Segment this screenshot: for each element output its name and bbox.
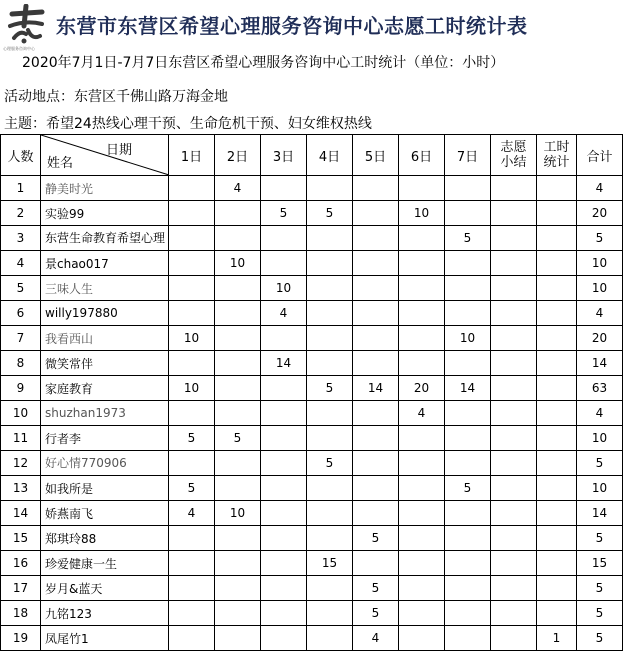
day-5-hours (353, 301, 399, 326)
total-hours: 20 (577, 201, 623, 226)
day-4-hours (307, 401, 353, 426)
table-row (1, 326, 623, 351)
day-4-hours (307, 526, 353, 551)
day-6-hours (399, 501, 445, 526)
day-2-hours: 10 (215, 251, 261, 276)
day-7-hours (445, 301, 491, 326)
theme-text: 主题：希望24热线心理干预、生命危机干预、妇女维权热线 (4, 116, 372, 132)
row-number: 1 (1, 176, 41, 201)
day-6-hours (399, 426, 445, 451)
table-row (1, 551, 623, 576)
row-number: 7 (1, 326, 41, 351)
summary-cell (491, 551, 537, 576)
row-number: 11 (1, 426, 41, 451)
day-3-hours (261, 226, 307, 251)
day-3-hours (261, 251, 307, 276)
stat-cell (537, 201, 577, 226)
volunteer-name: 行者李 (41, 426, 169, 451)
day-1-hours (169, 601, 215, 626)
day-3-hours (261, 401, 307, 426)
day-3-hours (261, 426, 307, 451)
day-1-hours (169, 276, 215, 301)
table-row (1, 451, 623, 476)
day-4-hours (307, 626, 353, 651)
day-4-hours (307, 501, 353, 526)
day-5-hours (353, 476, 399, 501)
day-7-hours (445, 251, 491, 276)
table-row (1, 426, 623, 451)
day-4-hours: 5 (307, 451, 353, 476)
volunteer-name: 凤尾竹1 (41, 626, 169, 651)
stat-cell (537, 276, 577, 301)
day-3-hours: 14 (261, 351, 307, 376)
day-3-hours (261, 601, 307, 626)
header-day-2: 2日 (215, 135, 261, 176)
day-2-hours: 10 (215, 501, 261, 526)
header-name: 姓名 (47, 156, 74, 171)
header-summary (491, 135, 537, 176)
row-number: 8 (1, 351, 41, 376)
day-2-hours (215, 601, 261, 626)
day-1-hours: 10 (169, 376, 215, 401)
day-1-hours (169, 551, 215, 576)
day-6-hours (399, 526, 445, 551)
stat-cell (537, 351, 577, 376)
day-6-hours (399, 626, 445, 651)
table-row (1, 576, 623, 601)
summary-cell (491, 201, 537, 226)
day-1-hours: 4 (169, 501, 215, 526)
day-6-hours: 4 (399, 401, 445, 426)
day-6-hours (399, 326, 445, 351)
volunteer-name: 好心情770906 (41, 451, 169, 476)
day-5-hours: 4 (353, 626, 399, 651)
summary-cell (491, 276, 537, 301)
day-7-hours (445, 451, 491, 476)
day-4-hours (307, 426, 353, 451)
row-number: 18 (1, 601, 41, 626)
day-7-hours (445, 426, 491, 451)
day-3-hours: 4 (261, 301, 307, 326)
header-day-3: 3日 (261, 135, 307, 176)
day-5-hours: 5 (353, 526, 399, 551)
volunteer-name: 如我所是 (41, 476, 169, 501)
day-4-hours (307, 226, 353, 251)
day-5-hours (353, 201, 399, 226)
header-day-7: 7日 (445, 135, 491, 176)
total-hours: 10 (577, 276, 623, 301)
day-3-hours: 5 (261, 201, 307, 226)
summary-cell (491, 326, 537, 351)
volunteer-name: 静美时光 (41, 176, 169, 201)
volunteer-name: 珍爱健康一生 (41, 551, 169, 576)
day-3-hours (261, 451, 307, 476)
day-6-hours (399, 226, 445, 251)
summary-cell (491, 351, 537, 376)
day-2-hours (215, 476, 261, 501)
total-hours: 4 (577, 301, 623, 326)
volunteer-name: willy197880 (41, 301, 169, 326)
summary-cell (491, 576, 537, 601)
table-row (1, 376, 623, 401)
day-7-hours: 10 (445, 326, 491, 351)
day-2-hours (215, 226, 261, 251)
total-hours: 5 (577, 226, 623, 251)
total-hours: 10 (577, 251, 623, 276)
day-1-hours (169, 176, 215, 201)
row-number: 15 (1, 526, 41, 551)
row-number: 17 (1, 576, 41, 601)
day-1-hours (169, 226, 215, 251)
volunteer-name: 娇燕南飞 (41, 501, 169, 526)
row-number: 2 (1, 201, 41, 226)
logo (6, 4, 48, 50)
total-hours: 5 (577, 576, 623, 601)
day-4-hours (307, 276, 353, 301)
table-row (1, 401, 623, 426)
day-7-hours (445, 201, 491, 226)
logo-mark-icon (6, 4, 48, 50)
stat-cell (537, 501, 577, 526)
day-7-hours (445, 551, 491, 576)
day-3-hours (261, 551, 307, 576)
row-number: 6 (1, 301, 41, 326)
stat-cell (537, 326, 577, 351)
day-4-hours (307, 476, 353, 501)
day-6-hours (399, 476, 445, 501)
day-6-hours (399, 551, 445, 576)
summary-cell (491, 451, 537, 476)
row-number: 5 (1, 276, 41, 301)
day-6-hours (399, 276, 445, 301)
header-summary-line2: 小结 (500, 155, 527, 170)
table-row (1, 601, 623, 626)
stat-cell (537, 176, 577, 201)
total-hours: 5 (577, 451, 623, 476)
stat-cell (537, 551, 577, 576)
volunteer-name: 郑琪玲88 (41, 526, 169, 551)
header-date-name (41, 135, 169, 176)
day-5-hours (353, 176, 399, 201)
day-5-hours (353, 501, 399, 526)
day-7-hours (445, 626, 491, 651)
total-hours: 63 (577, 376, 623, 401)
day-6-hours (399, 251, 445, 276)
stat-cell (537, 251, 577, 276)
day-2-hours (215, 626, 261, 651)
volunteer-name: 我看西山 (41, 326, 169, 351)
day-1-hours: 5 (169, 426, 215, 451)
day-4-hours (307, 576, 353, 601)
day-2-hours (215, 276, 261, 301)
day-3-hours (261, 576, 307, 601)
row-number: 14 (1, 501, 41, 526)
volunteer-name: 家庭教育 (41, 376, 169, 401)
day-7-hours (445, 526, 491, 551)
total-hours: 4 (577, 401, 623, 426)
summary-cell (491, 501, 537, 526)
day-3-hours (261, 526, 307, 551)
total-hours: 15 (577, 551, 623, 576)
day-1-hours (169, 251, 215, 276)
day-2-hours (215, 526, 261, 551)
volunteer-name: 实验99 (41, 201, 169, 226)
stat-cell (537, 576, 577, 601)
header-stat-line2: 统计 (543, 155, 570, 170)
day-7-hours (445, 176, 491, 201)
day-7-hours: 14 (445, 376, 491, 401)
day-2-hours (215, 376, 261, 401)
day-2-hours (215, 201, 261, 226)
stat-cell (537, 526, 577, 551)
table-row (1, 301, 623, 326)
table-row (1, 176, 623, 201)
day-5-hours: 5 (353, 601, 399, 626)
stat-cell (537, 226, 577, 251)
table-row (1, 226, 623, 251)
total-hours: 20 (577, 326, 623, 351)
volunteer-name: 景chao017 (41, 251, 169, 276)
day-7-hours (445, 501, 491, 526)
day-2-hours (215, 401, 261, 426)
day-3-hours (261, 501, 307, 526)
total-hours: 4 (577, 176, 623, 201)
total-hours: 5 (577, 626, 623, 651)
table-row (1, 351, 623, 376)
header-stat-line1: 工时 (543, 140, 570, 155)
day-1-hours (169, 626, 215, 651)
location-text: 活动地点：东营区千佛山路万海金地 (4, 89, 228, 105)
total-hours: 14 (577, 351, 623, 376)
day-6-hours: 10 (399, 201, 445, 226)
summary-cell (491, 176, 537, 201)
header-count: 人数 (1, 135, 41, 176)
header-day-4: 4日 (307, 135, 353, 176)
table-row (1, 626, 623, 651)
day-6-hours (399, 301, 445, 326)
day-6-hours (399, 351, 445, 376)
summary-cell (491, 626, 537, 651)
day-4-hours: 15 (307, 551, 353, 576)
day-6-hours: 20 (399, 376, 445, 401)
header-day-1: 1日 (169, 135, 215, 176)
day-4-hours (307, 176, 353, 201)
page-title: 东营市东营区希望心理服务咨询中心志愿工时统计表 (56, 14, 528, 38)
header-summary-line1: 志愿 (500, 140, 527, 155)
table-row (1, 526, 623, 551)
header-date: 日期 (105, 143, 132, 158)
day-2-hours (215, 301, 261, 326)
summary-cell (491, 526, 537, 551)
summary-cell (491, 301, 537, 326)
day-2-hours (215, 351, 261, 376)
volunteer-name: 三味人生 (41, 276, 169, 301)
day-1-hours: 10 (169, 326, 215, 351)
day-4-hours (307, 601, 353, 626)
day-7-hours (445, 401, 491, 426)
row-number: 16 (1, 551, 41, 576)
day-6-hours (399, 176, 445, 201)
day-3-hours (261, 476, 307, 501)
day-4-hours (307, 251, 353, 276)
stat-cell (537, 426, 577, 451)
total-hours: 14 (577, 501, 623, 526)
day-5-hours (353, 276, 399, 301)
row-number: 12 (1, 451, 41, 476)
day-4-hours (307, 326, 353, 351)
header-total: 合计 (577, 135, 623, 176)
table-row (1, 501, 623, 526)
header-stat (537, 135, 577, 176)
day-7-hours (445, 276, 491, 301)
hours-table (0, 134, 623, 651)
day-6-hours (399, 451, 445, 476)
day-3-hours: 10 (261, 276, 307, 301)
day-1-hours (169, 576, 215, 601)
day-5-hours (353, 326, 399, 351)
day-5-hours (353, 251, 399, 276)
day-5-hours (353, 426, 399, 451)
stat-cell (537, 476, 577, 501)
table-row (1, 276, 623, 301)
day-1-hours (169, 451, 215, 476)
day-6-hours (399, 576, 445, 601)
day-5-hours (353, 451, 399, 476)
stat-cell (537, 301, 577, 326)
day-3-hours (261, 326, 307, 351)
row-number: 19 (1, 626, 41, 651)
stat-cell (537, 601, 577, 626)
day-4-hours: 5 (307, 201, 353, 226)
day-2-hours: 4 (215, 176, 261, 201)
stat-cell (537, 376, 577, 401)
header-row (1, 135, 623, 176)
day-5-hours: 5 (353, 576, 399, 601)
row-number: 13 (1, 476, 41, 501)
total-hours: 5 (577, 526, 623, 551)
table-row (1, 476, 623, 501)
table-row (1, 251, 623, 276)
day-5-hours (353, 226, 399, 251)
day-2-hours: 5 (215, 426, 261, 451)
day-2-hours (215, 326, 261, 351)
total-hours: 5 (577, 601, 623, 626)
logo-caption: 心理服务咨询中心 (3, 46, 35, 51)
day-7-hours: 5 (445, 476, 491, 501)
day-2-hours (215, 451, 261, 476)
summary-cell (491, 401, 537, 426)
day-7-hours (445, 576, 491, 601)
day-5-hours (353, 351, 399, 376)
row-number: 10 (1, 401, 41, 426)
summary-cell (491, 376, 537, 401)
header-day-6: 6日 (399, 135, 445, 176)
summary-cell (491, 226, 537, 251)
summary-cell (491, 476, 537, 501)
day-6-hours (399, 601, 445, 626)
day-3-hours (261, 176, 307, 201)
day-2-hours (215, 551, 261, 576)
volunteer-name: 微笑常伴 (41, 351, 169, 376)
day-1-hours: 5 (169, 476, 215, 501)
total-hours: 10 (577, 426, 623, 451)
summary-cell (491, 426, 537, 451)
day-5-hours (353, 551, 399, 576)
day-1-hours (169, 201, 215, 226)
day-3-hours (261, 376, 307, 401)
day-3-hours (261, 626, 307, 651)
row-number: 4 (1, 251, 41, 276)
stat-cell (537, 451, 577, 476)
row-number: 9 (1, 376, 41, 401)
day-4-hours (307, 351, 353, 376)
day-1-hours (169, 401, 215, 426)
day-5-hours (353, 401, 399, 426)
day-7-hours: 5 (445, 226, 491, 251)
day-5-hours: 14 (353, 376, 399, 401)
summary-cell (491, 601, 537, 626)
volunteer-name: 东营生命教育希望心理 (41, 226, 169, 251)
subtitle: 2020年7月1日-7月7日东营区希望心理服务咨询中心工时统计（单位：小时） (22, 55, 505, 71)
summary-cell (491, 251, 537, 276)
volunteer-name: shuzhan1973 (41, 401, 169, 426)
day-7-hours (445, 351, 491, 376)
row-number: 3 (1, 226, 41, 251)
volunteer-name: 岁月&蓝天 (41, 576, 169, 601)
day-1-hours (169, 526, 215, 551)
table-row (1, 201, 623, 226)
header-day-5: 5日 (353, 135, 399, 176)
day-1-hours (169, 351, 215, 376)
day-1-hours (169, 301, 215, 326)
day-4-hours (307, 301, 353, 326)
day-7-hours (445, 601, 491, 626)
stat-cell: 1 (537, 626, 577, 651)
day-4-hours: 5 (307, 376, 353, 401)
stat-cell (537, 401, 577, 426)
day-2-hours (215, 576, 261, 601)
volunteer-name: 九铭123 (41, 601, 169, 626)
total-hours: 10 (577, 476, 623, 501)
